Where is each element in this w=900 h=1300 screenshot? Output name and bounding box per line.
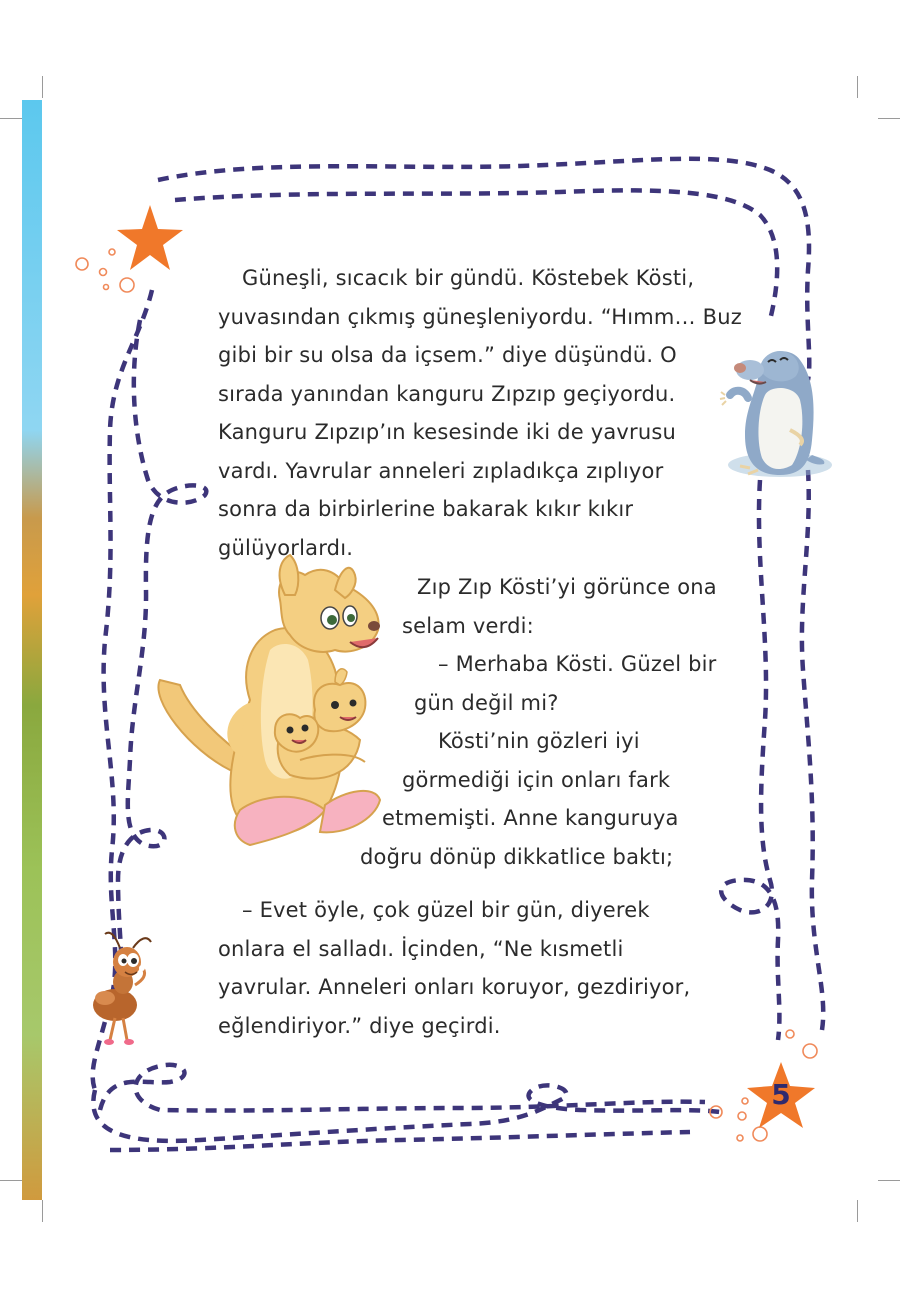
kangaroo-with-babies-illustration [158, 555, 380, 845]
story-line: Güneşli, sıcacık bir gündü. Köstebek Kösti, [242, 266, 695, 290]
story-paragraph-3 [218, 891, 690, 1045]
story-line: Zıp Zıp Kösti’yi görünce ona [417, 575, 717, 599]
story-line: yavrular. Anneleri onları koruyor, gezdiriyor, [218, 975, 691, 999]
story-line: gibi bir su olsa da içsem.” diye düşündü. O [218, 343, 677, 367]
story-paragraph-1 [218, 259, 742, 567]
page-number: 5 [771, 1078, 791, 1111]
orange-star-icon [117, 205, 183, 270]
story-line: yuvasından çıkmış güneşleniyordu. “Hımm… Buz [218, 304, 742, 329]
story-line: görmediği için onları fark [402, 767, 671, 792]
story-line: gülüyorlardı. [218, 535, 354, 560]
story-line: sırada yanından kanguru Zıpzıp geçiyordu. [218, 381, 676, 406]
story-paragraph-2 [360, 568, 717, 876]
dialogue-line: gün değil mi? [414, 690, 559, 715]
story-line: onlara el salladı. İçinden, “Ne kısmetli [218, 936, 624, 961]
story-line: Kösti’nin gözleri iyi [438, 729, 640, 753]
story-line: sonra da birbirlerine bakarak kıkır kıkır [218, 497, 634, 521]
story-line: selam verdi: [402, 613, 534, 638]
story-line: Kanguru Zıpzıp’ın kesesinde iki de yavrusu [218, 420, 677, 444]
story-line: eğlendiriyor.” diye geçirdi. [218, 1013, 501, 1038]
dialogue-line: – Evet öyle, çok güzel bir gün, diyerek [242, 898, 650, 922]
story-line: doğru dönüp dikkatlice baktı; [360, 844, 674, 869]
story-line: vardı. Yavrular anneleri zıpladıkça zıplıyor [218, 458, 664, 483]
story-line: etmemişti. Anne kanguruya [382, 806, 679, 830]
dialogue-line: – Merhaba Kösti. Güzel bir [438, 652, 717, 676]
